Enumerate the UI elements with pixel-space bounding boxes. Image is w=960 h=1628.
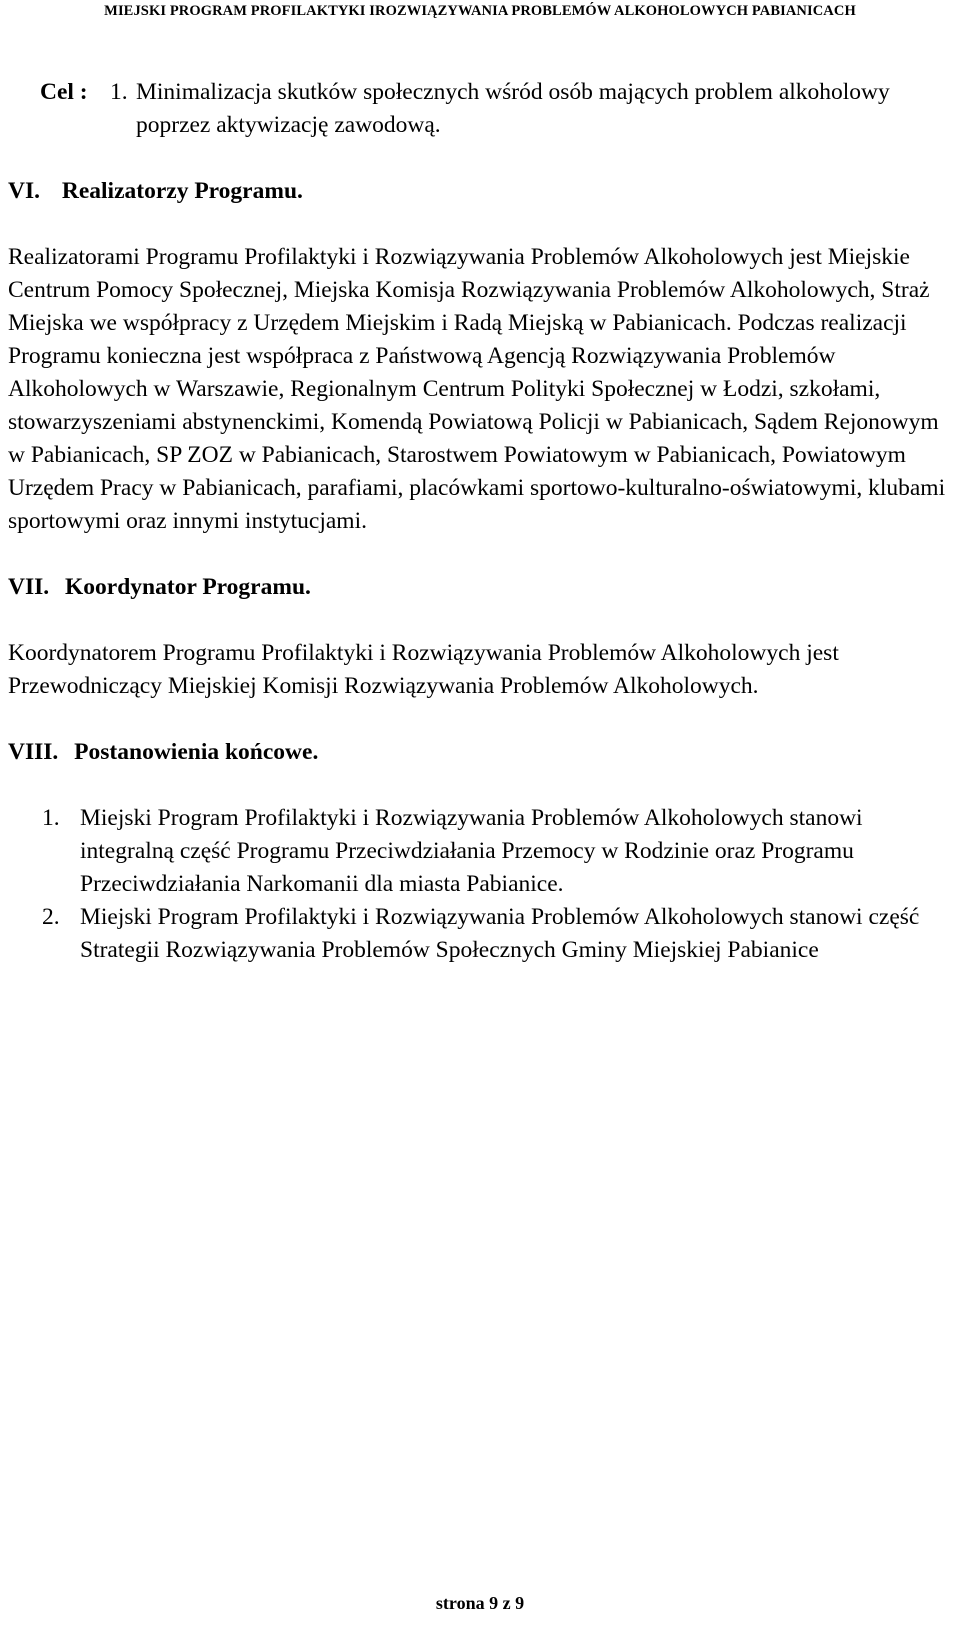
list-item-text: Miejski Program Profilaktyki i Rozwiązywania Problemów Alkoholowych stanowi integralną część Programu Przeciwdziałania Przemocy w Rodzinie oraz Programu Przeciwdziałania Narkomanii dla miasta Pabianice. bbox=[80, 805, 863, 897]
goal-block bbox=[8, 76, 956, 142]
section-number: VI. bbox=[8, 178, 40, 204]
running-header: MIEJSKI PROGRAM PROFILAKTYKI IROZWIĄZYWANIA PROBLEMÓW ALKOHOLOWYCH PABIANICACH bbox=[104, 3, 856, 19]
section-title: Koordynator Programu. bbox=[65, 574, 311, 600]
list-item-text: Miejski Program Profilaktyki i Rozwiązywania Problemów Alkoholowych stanowi część Strategii Rozwiązywania Problemów Społecznych Gminy Miejskiej Pabianice bbox=[80, 904, 920, 963]
list-item-number: 2. bbox=[42, 904, 60, 930]
section-heading-final-provisions bbox=[8, 736, 956, 769]
section-title: Postanowienia końcowe. bbox=[74, 739, 319, 765]
goal-number: 1. bbox=[110, 79, 128, 105]
list-item-number: 1. bbox=[42, 805, 60, 831]
goal-text: Minimalizacja skutków społecznych wśród osób mających problem alkoholowy poprzez aktywizację zawodową. bbox=[136, 79, 890, 138]
section-heading-realizers bbox=[8, 175, 956, 208]
section-number: VII. bbox=[8, 574, 50, 600]
coordinator-paragraph: Koordynatorem Programu Profilaktyki i Rozwiązywania Problemów Alkoholowych jest Przewodniczący Miejskiej Komisji Rozwiązywania Problemów Alkoholowych. bbox=[8, 640, 839, 699]
list-item bbox=[8, 802, 956, 901]
goal-label: Cel : bbox=[40, 79, 88, 105]
section-heading-coordinator bbox=[8, 571, 956, 604]
final-provisions-list bbox=[8, 802, 956, 967]
page-number: strona 9 z 9 bbox=[435, 1593, 525, 1613]
section-number: VIII. bbox=[8, 739, 59, 765]
realizers-paragraph: Realizatorami Programu Profilaktyki i Rozwiązywania Problemów Alkoholowych jest Miejskie Centrum Pomocy Społecznej, Miejska Komisja Rozwiązywania Problemów Alkoholowych, Straż Miejska we współpracy z Urzędem Miejskim i Radą Miejską w Pabianicach. Podczas realizacji Programu konieczna jest współpraca z Państwową Agencją Rozwiązywania Problemów Alkoholowych w Warszawie, Regionalnym Centrum Polityki Społecznej w Łodzi, szkołami, stowarzyszeniami abstynenckimi, Komendą Powiatową Policji w Pabianicach, Sądem Rejonowym w Pabianicach, SP ZOZ w Pabianicach, Starostwem Powiatowym w Pabianicach, Powiatowym Urzędem Pracy w Pabianicach, parafiami, placówkami sportowo-kulturalno-oświatowymi, klubami sportowymi oraz innymi instytucjami. bbox=[8, 244, 946, 534]
document-body bbox=[8, 76, 956, 967]
section-title: Realizatorzy Programu. bbox=[61, 178, 303, 204]
list-item bbox=[8, 901, 956, 967]
